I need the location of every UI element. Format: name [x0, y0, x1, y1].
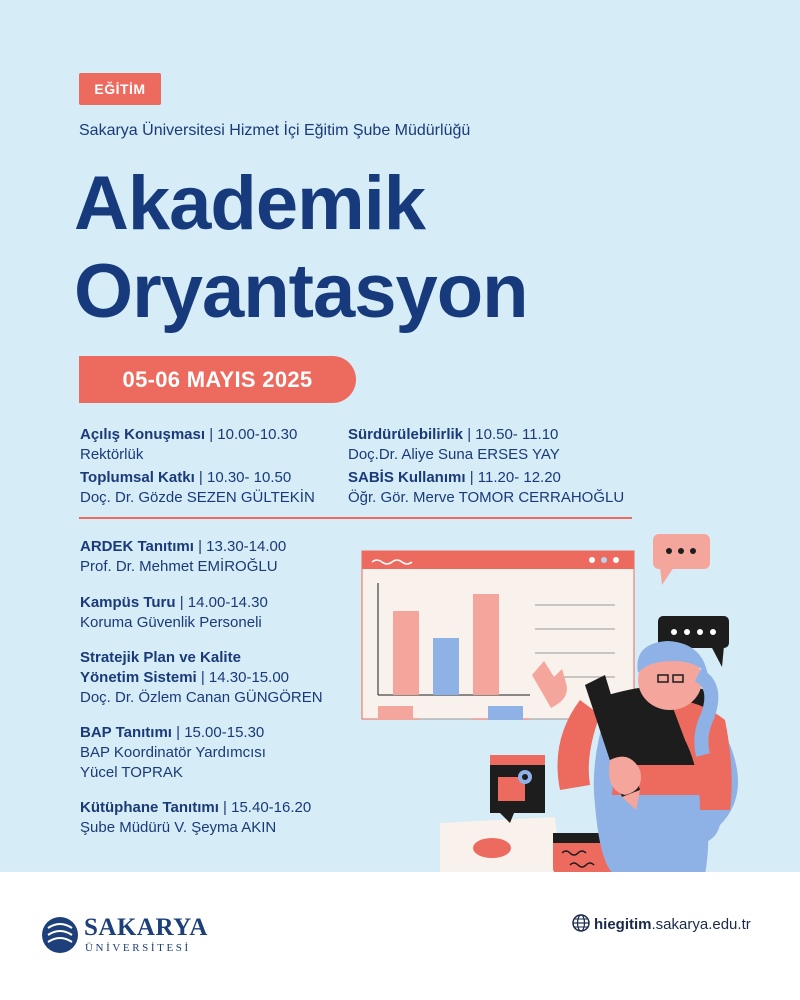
section-divider [79, 517, 632, 519]
university-logo [38, 910, 220, 960]
session-speaker: Doç. Dr. Gözde SEZEN GÜLTEKİN [80, 489, 315, 506]
session-time: 10.30- 10.50 [206, 469, 292, 486]
session-title: SABİS Kullanımı [348, 469, 466, 486]
session-time: 10.50- 11.10 [475, 426, 559, 443]
session-item: SABİS Kullanımı | 11.20- 12.20 Öğr. Gör. Merve TOMOR CERRAHOĞLU [348, 469, 625, 506]
session-speaker: Şube Müdürü V. Şeyma AKIN [80, 819, 277, 836]
session-speaker: Doç.Dr. Aliye Suna ERSES YAY [348, 446, 560, 463]
session-item [80, 593, 268, 633]
session-time: 10.00-10.30 [217, 426, 298, 443]
session-time: | 15.00-15.30 [171, 724, 265, 741]
session-item: Sürdürülebilirlik | 10.50- 11.10 Doç.Dr. Aliye Suna ERSES YAY [348, 426, 560, 463]
university-subname: ÜNİVERSİTESİ [85, 942, 191, 954]
category-badge: EĞİTİM [79, 73, 161, 105]
session-time: | 14.30-15.00 [196, 669, 290, 686]
session-speaker: Rektörlük [80, 446, 144, 463]
session-item: Toplumsal Katkı | 10.30- 10.50 Doç. Dr. Gözde SEZEN GÜLTEKİN [80, 469, 315, 506]
event-title-line1: Akademik [74, 161, 426, 246]
session-title-cont: Yönetim Sistemi [80, 669, 197, 686]
university-name: SAKARYA [84, 914, 208, 941]
session-title: ARDEK Tanıtımı [80, 538, 194, 555]
session-time: | 13.30-14.00 [193, 538, 287, 555]
session-title: Sürdürülebilirlik [348, 426, 464, 443]
organizer-subtitle: Sakarya Üniversitesi Hizmet İçi Eğitim Şube Müdürlüğü [79, 122, 471, 139]
session-item [80, 723, 266, 783]
session-time: | 14.00-14.30 [175, 594, 268, 611]
session-title: BAP Tanıtımı [80, 724, 172, 741]
session-speaker: BAP Koordinatör Yardımcısı [80, 744, 266, 761]
session-item: Açılış Konuşması | 10.00-10.30 Rektörlük [80, 426, 298, 463]
session-item [80, 648, 323, 708]
session-title: Kütüphane Tanıtımı [80, 799, 219, 816]
chat-bubble-icon [653, 534, 710, 585]
settings-window-icon [490, 755, 545, 823]
session-speaker-name: Yücel TOPRAK [80, 764, 183, 781]
session-time: | 15.40-16.20 [218, 799, 312, 816]
session-title: Kampüs Turu [80, 594, 176, 611]
presentation-illustration [340, 525, 760, 875]
event-title-line2: Oryantasyon [74, 249, 528, 334]
session-item [80, 798, 311, 838]
session-time: 11.20- 12.20 [477, 469, 561, 486]
event-date: 05-06 MAYIS 2025 [79, 356, 356, 403]
session-item [80, 537, 286, 577]
session-speaker: Prof. Dr. Mehmet EMİROĞLU [80, 558, 278, 575]
session-title: Açılış Konuşması [80, 426, 206, 443]
session-speaker: Öğr. Gör. Merve TOMOR CERRAHOĞLU [348, 489, 625, 506]
website-link[interactable]: hiegitim.sakarya.edu.tr [572, 914, 751, 933]
globe-icon [572, 914, 590, 932]
event-title [74, 160, 528, 336]
session-speaker: Doç. Dr. Özlem Canan GÜNGÖREN [80, 689, 323, 706]
session-title: Stratejik Plan ve Kalite [80, 649, 241, 666]
session-title: Toplumsal Katkı [80, 469, 195, 486]
session-speaker: Koruma Güvenlik Personeli [80, 614, 262, 631]
